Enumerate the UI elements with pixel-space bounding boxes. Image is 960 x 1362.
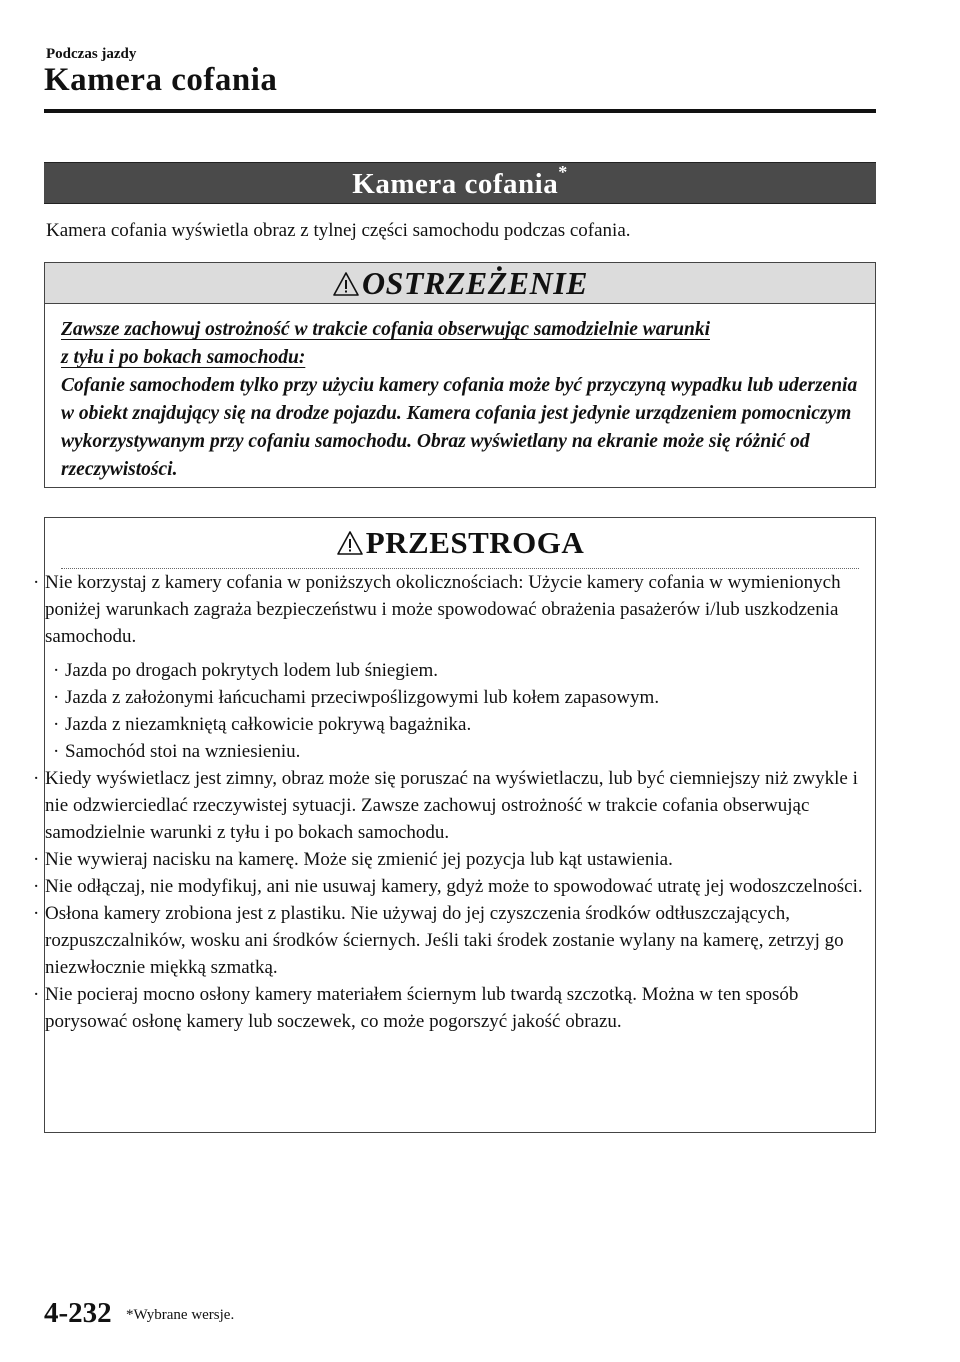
warning-triangle-icon bbox=[332, 271, 360, 297]
section-title: Kamera cofania bbox=[352, 168, 559, 200]
warning-header bbox=[45, 263, 875, 304]
section-title-bar bbox=[44, 162, 876, 204]
sublist-item bbox=[53, 738, 875, 765]
list-item bbox=[33, 873, 875, 900]
bullet: · bbox=[33, 984, 40, 1005]
warning-heading: OSTRZEŻENIE bbox=[362, 265, 588, 301]
list-item-text: Nie pocieraj mocno osłony kamery materiałem ściernym lub twardą szczotką. Można w ten sposób porysować osłonę kamery lub soczewek, co może pogorszyć jakość obrazu. bbox=[45, 984, 799, 1032]
list-item bbox=[33, 981, 875, 1035]
list-item bbox=[33, 765, 875, 846]
warning-box bbox=[44, 262, 876, 488]
caution-sublist bbox=[45, 657, 875, 765]
bullet: · bbox=[53, 660, 60, 681]
list-item bbox=[33, 569, 875, 765]
caution-triangle-icon bbox=[336, 530, 364, 556]
list-item-text: Nie korzystaj z kamery cofania w poniższych okolicznościach: Użycie kamery cofania w wymienionych poniżej warunkach zagraża bezpieczeństwu i może spowodować obrażenia pasażerów i/lub uszkodzenia samochodu. bbox=[45, 572, 841, 647]
caution-list bbox=[33, 569, 875, 1035]
page-number: 4-232 bbox=[44, 1297, 112, 1329]
list-item-text: Kiedy wyświetlacz jest zimny, obraz może się poruszać na wyświetlaczu, lub być ciemniejszy niż zwykle i nie odzwierciedlać rzeczywistej sytuacji. Zawsze zachowuj ostrożność w trakcie cofania obserwując samodzielnie warunki z tyłu i po bokach samochodu. bbox=[45, 768, 858, 843]
list-item-text: Osłona kamery zrobiona jest z plastiku. Nie używaj do jej czyszczenia środków odtłuszczających, rozpuszczalników, wosku ani środków ściernych. Jeśli taki środek zostanie wylany na kamerę, zetrzyj go niezwłocznie miękką szmatką. bbox=[45, 903, 844, 978]
warning-lead-line-1: Zawsze zachowuj ostrożność w trakcie cofania obserwując samodzielnie warunki bbox=[61, 319, 710, 340]
sublist-item-text: Jazda z założonymi łańcuchami przeciwpoślizgowymi lub kołem zapasowym. bbox=[65, 687, 660, 708]
sublist-item bbox=[53, 711, 875, 738]
footnote: *Wybrane wersje. bbox=[126, 1307, 235, 1323]
warning-text: Cofanie samochodem tylko przy użyciu kamery cofania może być przyczyną wypadku lub uderzenia w obiekt znajdujący się na drodze pojazdu. Kamera cofania jest jedynie urządzeniem pomocniczym wykorzystywanym przy cofaniu samochodu. Obraz wyświetlany na ekranie może się różnić od rzeczywistości. bbox=[61, 375, 858, 480]
intro-text: Kamera cofania wyświetla obraz z tylnej części samochodu podczas cofania. bbox=[46, 220, 631, 241]
bullet: · bbox=[33, 768, 40, 789]
warning-body bbox=[45, 304, 875, 484]
optional-equipment-mark: * bbox=[558, 162, 568, 183]
bullet: · bbox=[33, 849, 40, 870]
caution-header bbox=[45, 518, 875, 568]
bullet: · bbox=[33, 876, 40, 897]
sublist-item-text: Samochód stoi na wzniesieniu. bbox=[65, 741, 301, 762]
bullet: · bbox=[53, 687, 60, 708]
sublist-item bbox=[53, 684, 875, 711]
list-item bbox=[33, 900, 875, 981]
caution-box bbox=[33, 517, 876, 1133]
bullet: · bbox=[33, 903, 40, 924]
list-item bbox=[33, 846, 875, 873]
sublist-item-text: Jazda z niezamkniętą całkowicie pokrywą bagażnika. bbox=[65, 714, 472, 735]
bullet: · bbox=[53, 714, 60, 735]
sublist-item bbox=[53, 657, 875, 684]
section-label: Podczas jazdy bbox=[46, 46, 137, 62]
warning-lead-line-2: z tyłu i po bokach samochodu: bbox=[61, 347, 306, 368]
bullet: · bbox=[33, 572, 40, 593]
bullet: · bbox=[53, 741, 60, 762]
list-item-text: Nie wywieraj nacisku na kamerę. Może się zmienić jej pozycja lub kąt ustawienia. bbox=[45, 849, 673, 870]
header-divider bbox=[44, 109, 876, 113]
caution-heading: PRZESTROGA bbox=[365, 525, 585, 560]
list-item-text: Nie odłączaj, nie modyfikuj, ani nie usuwaj kamery, gdyż może to spowodować utratę jej wodoszczelności. bbox=[45, 876, 863, 897]
sublist-item-text: Jazda po drogach pokrytych lodem lub śniegiem. bbox=[65, 660, 439, 681]
page-title: Kamera cofania bbox=[44, 62, 278, 98]
